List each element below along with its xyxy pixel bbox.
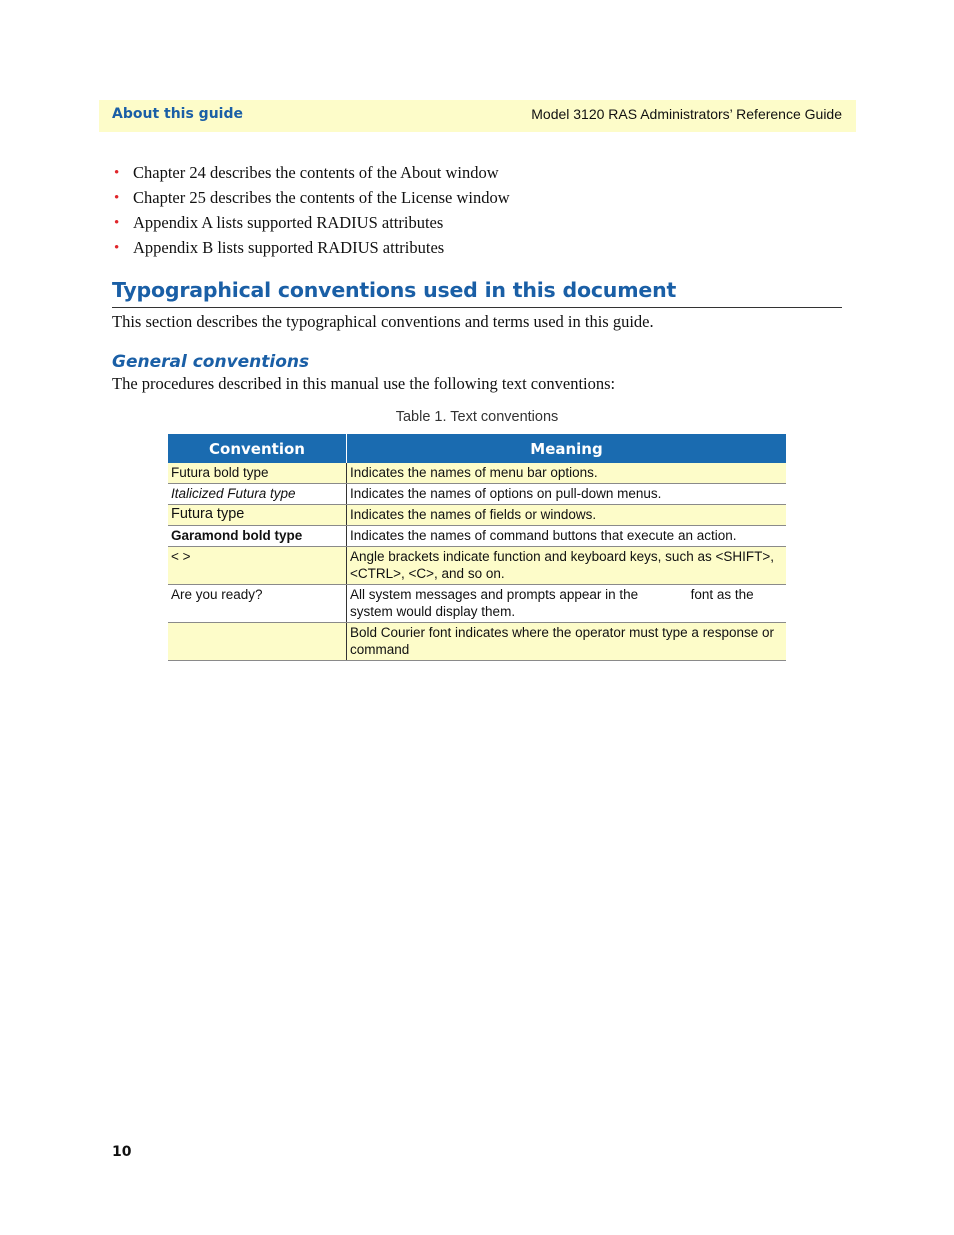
meaning-cell: Indicates the names of options on pull-down menus. [347,484,787,505]
section-intro: This section describes the typographical conventions and terms used in this guide. [112,312,654,331]
table-row [168,623,786,661]
convention-cell [168,623,347,661]
list-item [113,238,510,263]
table-row [168,547,786,585]
bullet-marker: • [114,190,120,206]
list-item-text: Chapter 25 describes the contents of the License window [133,188,510,207]
table-row [168,585,786,623]
running-header [99,100,856,132]
table-row [168,484,786,505]
subsection-heading: General conventions [112,352,310,372]
column-header-convention: Convention [168,434,347,463]
bullet-marker: • [114,215,120,231]
list-item [113,213,510,238]
meaning-cell: Bold Courier font indicates where the operator must type a response or command [347,623,787,661]
convention-cell: Futura type [168,505,347,526]
meaning-cell: All system messages and prompts appear in the font as the system would display them. [347,585,787,623]
table-row [168,505,786,526]
text-conventions-table [168,434,786,661]
list-item-text: Appendix A lists supported RADIUS attributes [133,213,444,232]
table-row [168,526,786,547]
bullet-marker: • [114,165,120,181]
meaning-cell: Indicates the names of fields or windows. [347,505,787,526]
chapter-bullet-list [113,163,510,263]
header-document-title: Model 3120 RAS Administrators’ Reference Guide [531,106,842,122]
column-header-meaning: Meaning [347,434,787,463]
bullet-marker: • [114,240,120,256]
meaning-cell: Indicates the names of command buttons that execute an action. [347,526,787,547]
table-caption: Table 1. Text conventions [395,409,559,425]
heading-rule [112,307,842,308]
meaning-cell: Indicates the names of menu bar options. [347,463,787,484]
convention-cell: < > [168,547,347,585]
table-row [168,463,786,484]
list-item-text: Appendix B lists supported RADIUS attributes [133,238,445,257]
subsection-intro: The procedures described in this manual use the following text conventions: [112,374,616,393]
page-number: 10 [112,1144,132,1160]
list-item-text: Chapter 24 describes the contents of the About window [133,163,499,182]
header-section-title: About this guide [112,106,243,122]
section-heading: Typographical conventions used in this document [112,278,677,302]
list-item [113,188,510,213]
convention-cell: Futura bold type [168,463,347,484]
table-header-row [168,434,786,463]
convention-cell: Garamond bold type [168,526,347,547]
convention-cell: Italicized Futura type [168,484,347,505]
convention-cell: Are you ready? [168,585,347,623]
meaning-cell: Angle brackets indicate function and keyboard keys, such as <SHIFT>, <CTRL>, <C>, and so on. [347,547,787,585]
list-item [113,163,510,188]
